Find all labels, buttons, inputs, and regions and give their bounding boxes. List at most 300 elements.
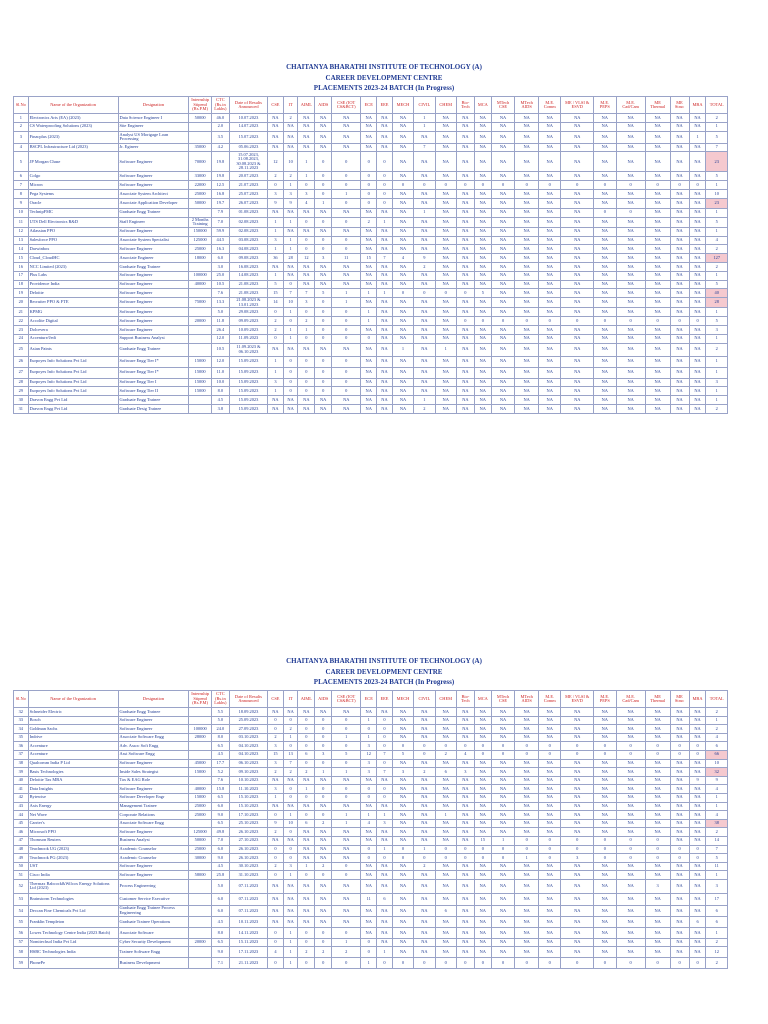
cell-mech: NA	[392, 802, 413, 811]
table-row	[14, 217, 728, 227]
cell-organization: NCC Limited (2023)	[28, 262, 118, 271]
cell-eee: 6	[377, 893, 393, 905]
cell-ctc: 10.5	[211, 280, 229, 289]
cell-mech: NA	[392, 325, 413, 334]
cell-stipend: 25000	[189, 189, 211, 198]
cell-sl-no: 55	[14, 916, 29, 927]
cell-me-comm: NA	[538, 122, 560, 131]
cell-me-comm: NA	[538, 387, 560, 396]
cell-mech: NA	[392, 759, 413, 768]
cell-result-date: 09.08.2023	[229, 254, 267, 263]
cell-designation: Site Engineer	[118, 122, 189, 131]
cell-it: 0	[283, 793, 298, 802]
cell-cse: 9	[268, 198, 284, 208]
cell-chem: NA	[435, 785, 456, 794]
cell-designation: Graduate Trainee Operations	[118, 916, 189, 927]
cell-it: 1	[283, 334, 298, 343]
cell-me-struc: NA	[670, 280, 689, 289]
cell-me-struc: NA	[670, 879, 689, 893]
cell-civil: NA	[414, 708, 435, 717]
col-header-civil: CIVIL	[414, 97, 435, 114]
cell-mech: NA	[392, 905, 413, 916]
cell-biotech: NA	[456, 280, 474, 289]
cell-stipend: 20000	[189, 938, 211, 947]
cell-cse-iot: NA	[332, 879, 361, 893]
cell-biotech: NA	[456, 776, 474, 785]
cell-me-vlsi: 0	[561, 317, 594, 326]
cell-cse: 2	[268, 768, 284, 777]
cell-organization: Bosch	[28, 716, 118, 725]
cell-stipend: 15000	[189, 367, 211, 378]
cell-chem: NA	[435, 122, 456, 131]
cell-me-vlsi: NA	[561, 198, 594, 208]
cell-mtech-aids: NA	[515, 262, 539, 271]
cell-me-comm: NA	[538, 404, 560, 413]
table-row	[14, 236, 728, 245]
cell-organization: Cisco India	[28, 871, 118, 880]
cell-chem: NA	[435, 152, 456, 172]
batch-title: PLACEMENTS 2023-24 BATCH (In Progress)	[313, 678, 455, 686]
cell-stipend: 15000	[189, 378, 211, 387]
cell-mtech-aids: NA	[515, 236, 539, 245]
cell-me-comm: NA	[538, 793, 560, 802]
cell-me-vlsi: NA	[561, 879, 594, 893]
cell-cse: NA	[268, 905, 284, 916]
cell-me-cadcam: NA	[616, 198, 645, 208]
cell-stipend: 100000	[189, 725, 211, 734]
cell-mech: 0	[392, 742, 413, 751]
cell-civil: NA	[414, 938, 435, 947]
table-row	[14, 131, 728, 143]
cell-mba: NA	[689, 905, 706, 916]
cell-aiml: NA	[298, 893, 315, 905]
cell-me-struc: NA	[670, 893, 689, 905]
cell-it: NA	[283, 404, 298, 413]
cell-result-date: 30.10.2023	[229, 862, 267, 871]
cell-cse: NA	[268, 122, 284, 131]
cell-cse: 0	[268, 958, 284, 969]
cell-ctc: 4.5	[211, 396, 229, 405]
cell-me-comm: NA	[538, 131, 560, 143]
cell-it: 2	[283, 725, 298, 734]
cell-aiml: 12	[298, 254, 315, 263]
cell-mech: NA	[392, 356, 413, 367]
cell-it: 2	[283, 114, 298, 123]
cell-cse: NA	[268, 879, 284, 893]
cell-organization: Goldman Sachs	[28, 725, 118, 734]
cell-me-peps: NA	[594, 298, 616, 308]
cell-ctc: 17.7	[211, 759, 229, 768]
col-header-cse: CSE	[268, 97, 284, 114]
cell-ctc: 25.8	[211, 871, 229, 880]
cell-ctc: 49.8	[211, 828, 229, 837]
cell-organization: Deloitte	[28, 289, 118, 298]
cell-aiml: 1	[298, 785, 315, 794]
cell-mtech-cse: NA	[491, 262, 515, 271]
cell-mech: NA	[392, 298, 413, 308]
cell-me-cadcam: 0	[616, 854, 645, 863]
cell-mtech-aids: NA	[515, 404, 539, 413]
cell-me-comm: NA	[538, 947, 560, 958]
cell-ctc: 7.6	[211, 289, 229, 298]
cell-cse-iot: NA	[332, 905, 361, 916]
cell-aids: NA	[315, 114, 332, 123]
cell-me-cadcam: NA	[616, 334, 645, 343]
cell-total: 1	[706, 793, 728, 802]
cell-me-peps: NA	[594, 387, 616, 396]
cell-result-date: 05.06.2023	[229, 143, 267, 152]
cell-me-peps: NA	[594, 819, 616, 828]
cell-mtech-cse: 0	[491, 317, 515, 326]
cell-chem: NA	[435, 317, 456, 326]
cell-ece: NA	[361, 271, 377, 280]
cell-mtech-cse: NA	[491, 793, 515, 802]
cell-mba: 0	[689, 750, 706, 759]
cell-civil: 2	[414, 862, 435, 871]
cell-me-peps: NA	[594, 143, 616, 152]
cell-result-date: 07.11.2023	[229, 879, 267, 893]
cell-sl-no: 31	[14, 404, 29, 413]
cell-cse-iot: 1	[332, 768, 361, 777]
cell-organization: Schneider Electric	[28, 708, 118, 717]
cell-mech: NA	[392, 122, 413, 131]
cell-aids: NA	[315, 396, 332, 405]
cell-me-struc: 0	[670, 845, 689, 854]
cell-me-peps: NA	[594, 122, 616, 131]
cell-result-date: 01.08.2023	[229, 208, 267, 217]
cell-mca: 0	[474, 750, 491, 759]
col-header-cse-iot: CSE (IOT CS&BCT)	[332, 691, 361, 708]
cell-designation: Support Business Analyst	[118, 334, 189, 343]
cell-me-struc: NA	[670, 334, 689, 343]
cell-cse: NA	[268, 708, 284, 717]
cell-cse: 2	[268, 828, 284, 837]
cell-sl-no: 40	[14, 776, 29, 785]
cell-cse-iot: 0	[332, 308, 361, 317]
cell-me-struc: NA	[670, 189, 689, 198]
cell-cse-iot: NA	[332, 802, 361, 811]
header-row	[14, 97, 728, 114]
cell-it: 1	[283, 927, 298, 938]
cell-me-thermal: NA	[645, 396, 670, 405]
cell-me-thermal: NA	[645, 325, 670, 334]
cell-civil: 1	[414, 845, 435, 854]
cell-mech: NA	[392, 387, 413, 396]
cell-me-vlsi: 3	[561, 854, 594, 863]
cell-mca: 0	[474, 317, 491, 326]
cell-mech: NA	[392, 152, 413, 172]
cell-cse: 0	[268, 716, 284, 725]
cell-organization: Qualcomm India P Ltd	[28, 759, 118, 768]
cell-biotech: NA	[456, 916, 474, 927]
cell-designation: Software Engineer	[118, 298, 189, 308]
cell-me-thermal: NA	[645, 716, 670, 725]
cell-biotech: NA	[456, 152, 474, 172]
cell-me-comm: 0	[538, 317, 560, 326]
cell-total: 5	[706, 172, 728, 181]
cell-biotech: NA	[456, 262, 474, 271]
cell-eee: NA	[377, 334, 393, 343]
cell-mtech-aids: NA	[515, 208, 539, 217]
cell-cse-iot: 0	[332, 172, 361, 181]
cell-result-date: 14.07.2023	[229, 122, 267, 131]
cell-mtech-aids: NA	[515, 378, 539, 387]
cell-it: 0	[283, 356, 298, 367]
cell-aiml: 0	[298, 308, 315, 317]
col-header-ece: ECE	[361, 691, 377, 708]
cell-aids: 0	[315, 245, 332, 254]
cell-designation: Graduate Engg Trainee	[118, 262, 189, 271]
cell-me-peps: NA	[594, 367, 616, 378]
cell-sl-no: 7	[14, 181, 29, 190]
cell-me-thermal: NA	[645, 927, 670, 938]
cell-me-peps: 0	[594, 836, 616, 845]
cell-designation: Software Engineer	[118, 725, 189, 734]
col-header-aiml: AIML	[298, 691, 315, 708]
cell-mtech-cse: NA	[491, 871, 515, 880]
cell-biotech: NA	[456, 871, 474, 880]
cell-stipend: 15000	[189, 356, 211, 367]
cell-me-vlsi: NA	[561, 245, 594, 254]
cell-civil: 0	[414, 181, 435, 190]
cell-me-cadcam: NA	[616, 871, 645, 880]
cell-mtech-cse: 0	[491, 750, 515, 759]
cell-mtech-aids: NA	[515, 387, 539, 396]
cell-designation: Academic Counselor	[118, 845, 189, 854]
cell-aiml: NA	[298, 114, 315, 123]
cell-organization: Colgo	[28, 172, 118, 181]
cell-me-cadcam: NA	[616, 378, 645, 387]
col-header-eee: EEE	[377, 97, 393, 114]
cell-biotech: NA	[456, 172, 474, 181]
cell-it: 1	[283, 958, 298, 969]
cell-me-struc: NA	[670, 396, 689, 405]
cell-stipend	[189, 708, 211, 717]
cell-eee: 0	[377, 152, 393, 172]
table-row	[14, 298, 728, 308]
cell-mba: NA	[689, 793, 706, 802]
table-row	[14, 819, 728, 828]
cell-me-struc: NA	[670, 733, 689, 742]
cell-mca: NA	[474, 879, 491, 893]
cell-mca: NA	[474, 725, 491, 734]
table-row	[14, 871, 728, 880]
cell-mtech-aids: NA	[515, 198, 539, 208]
cell-cse-iot: NA	[332, 854, 361, 863]
cell-me-vlsi: NA	[561, 708, 594, 717]
cell-civil: 1	[414, 122, 435, 131]
cell-aiml: 0	[298, 181, 315, 190]
cell-me-comm: NA	[538, 893, 560, 905]
cell-me-comm: NA	[538, 708, 560, 717]
cell-mca: 0	[474, 181, 491, 190]
table-row	[14, 947, 728, 958]
cell-mtech-aids: NA	[515, 308, 539, 317]
cell-me-peps: NA	[594, 947, 616, 958]
cell-mech: NA	[392, 793, 413, 802]
cell-me-struc: 0	[670, 317, 689, 326]
cell-me-peps: NA	[594, 404, 616, 413]
cell-cse-iot: 5	[332, 750, 361, 759]
col-header-it: IT	[283, 691, 298, 708]
cell-it: 1	[283, 181, 298, 190]
cell-biotech: NA	[456, 725, 474, 734]
cell-organization: Recruiter PPO & FTE	[28, 298, 118, 308]
cell-mca: NA	[474, 862, 491, 871]
cell-mtech-aids: NA	[515, 343, 539, 356]
cell-ece: NA	[361, 356, 377, 367]
cell-result-date: 15.09.2023	[229, 378, 267, 387]
cell-me-peps: NA	[594, 131, 616, 143]
cell-me-peps: NA	[594, 927, 616, 938]
table-row	[14, 308, 728, 317]
cell-mtech-cse: NA	[491, 776, 515, 785]
cell-organization: Deloitte Tax MBA	[28, 776, 118, 785]
cell-civil: NA	[414, 759, 435, 768]
cell-civil: NA	[414, 308, 435, 317]
cell-total: 66	[706, 750, 728, 759]
cell-result-date: 10.11.2023	[229, 916, 267, 927]
cell-cse: 0	[268, 854, 284, 863]
cell-me-struc: 0	[670, 958, 689, 969]
cell-mtech-aids: NA	[515, 947, 539, 958]
cell-me-comm: NA	[538, 280, 560, 289]
cell-eee: NA	[377, 927, 393, 938]
cell-sl-no: 13	[14, 236, 29, 245]
cell-it: 1	[283, 733, 298, 742]
cell-me-comm: 0	[538, 742, 560, 751]
cell-aids: NA	[315, 836, 332, 845]
cell-mtech-cse: 0	[491, 958, 515, 969]
cell-cse-iot: NA	[332, 131, 361, 143]
cell-me-peps: NA	[594, 776, 616, 785]
cell-ece: NA	[361, 208, 377, 217]
cell-sl-no: 58	[14, 947, 29, 958]
cell-ece: 1	[361, 733, 377, 742]
cell-aiml: 2	[298, 947, 315, 958]
cell-aids: 0	[315, 334, 332, 343]
cell-mca: NA	[474, 404, 491, 413]
cell-mca: NA	[474, 708, 491, 717]
header-row	[14, 691, 728, 708]
cell-ctc: 6.0	[211, 905, 229, 916]
cell-stipend: 50000	[189, 114, 211, 123]
cell-ece: 0	[361, 793, 377, 802]
cell-mtech-aids: NA	[515, 271, 539, 280]
cell-me-thermal: NA	[645, 189, 670, 198]
cell-mtech-aids: NA	[515, 356, 539, 367]
cell-me-peps: NA	[594, 189, 616, 198]
cell-biotech: NA	[456, 227, 474, 236]
cell-mtech-aids: 0	[515, 181, 539, 190]
cell-sl-no: 22	[14, 317, 29, 326]
cell-aiml: NA	[298, 905, 315, 916]
cell-ece: 3	[361, 768, 377, 777]
cell-mtech-aids: NA	[515, 916, 539, 927]
cell-total: 1	[706, 227, 728, 236]
cell-stipend	[189, 879, 211, 893]
placement-page-2	[0, 656, 768, 966]
cell-aids: 0	[315, 785, 332, 794]
cell-me-cadcam: NA	[616, 152, 645, 172]
table-row	[14, 356, 728, 367]
cell-me-peps: NA	[594, 785, 616, 794]
cell-mca: NA	[474, 378, 491, 387]
cell-me-peps: NA	[594, 879, 616, 893]
cell-ctc: 26.4	[211, 325, 229, 334]
cell-mba: NA	[689, 404, 706, 413]
cell-cse: 0	[268, 845, 284, 854]
table-row	[14, 404, 728, 413]
cell-stipend: 15000	[189, 387, 211, 396]
cell-chem: NA	[435, 114, 456, 123]
table-row	[14, 879, 728, 893]
cell-stipend	[189, 131, 211, 143]
cell-eee: 3	[377, 819, 393, 828]
cell-mba: NA	[689, 172, 706, 181]
cell-biotech: NA	[456, 254, 474, 263]
cell-me-comm: NA	[538, 189, 560, 198]
cell-me-struc: NA	[670, 217, 689, 227]
cell-me-thermal: NA	[645, 387, 670, 396]
cell-aids: 0	[315, 325, 332, 334]
cell-mca: NA	[474, 343, 491, 356]
cell-mba: NA	[689, 768, 706, 777]
table-row	[14, 836, 728, 845]
cell-chem: NA	[435, 172, 456, 181]
cell-total: 40	[706, 289, 728, 298]
cell-mech: NA	[392, 245, 413, 254]
cell-mba: NA	[689, 262, 706, 271]
cell-me-thermal: NA	[645, 198, 670, 208]
cell-aiml: NA	[298, 143, 315, 152]
cell-designation: Cyber Security Development	[118, 938, 189, 947]
cell-eee: NA	[377, 208, 393, 217]
cell-designation: Business Analyst	[118, 836, 189, 845]
cell-mtech-aids: NA	[515, 893, 539, 905]
cell-mtech-cse: 0	[491, 854, 515, 863]
table-row	[14, 378, 728, 387]
cell-me-cadcam: NA	[616, 356, 645, 367]
cell-sl-no: 15	[14, 254, 29, 263]
cell-chem: 0	[435, 845, 456, 854]
cell-aiml: NA	[298, 280, 315, 289]
cell-mtech-cse: NA	[491, 811, 515, 820]
cell-it: 1	[283, 236, 298, 245]
cell-me-struc: NA	[670, 245, 689, 254]
cell-biotech: NA	[456, 708, 474, 717]
cell-mca: NA	[474, 262, 491, 271]
cell-me-thermal: NA	[645, 862, 670, 871]
cell-ece: 0	[361, 938, 377, 947]
cell-biotech: NA	[456, 245, 474, 254]
cell-stipend: 150000	[189, 227, 211, 236]
cell-aids: NA	[315, 131, 332, 143]
cell-sl-no: 33	[14, 716, 29, 725]
cell-me-peps: NA	[594, 271, 616, 280]
cell-civil: NA	[414, 793, 435, 802]
cell-me-vlsi: NA	[561, 776, 594, 785]
cell-ctc: 11.8	[211, 317, 229, 326]
cell-me-struc: NA	[670, 776, 689, 785]
cell-me-comm: 0	[538, 845, 560, 854]
cell-chem: 1	[435, 811, 456, 820]
cell-aiml: 7	[298, 289, 315, 298]
cell-total: 1	[706, 356, 728, 367]
cell-me-vlsi: NA	[561, 893, 594, 905]
cell-organization: Teachnook UG (2023)	[28, 845, 118, 854]
cell-eee: NA	[377, 387, 393, 396]
